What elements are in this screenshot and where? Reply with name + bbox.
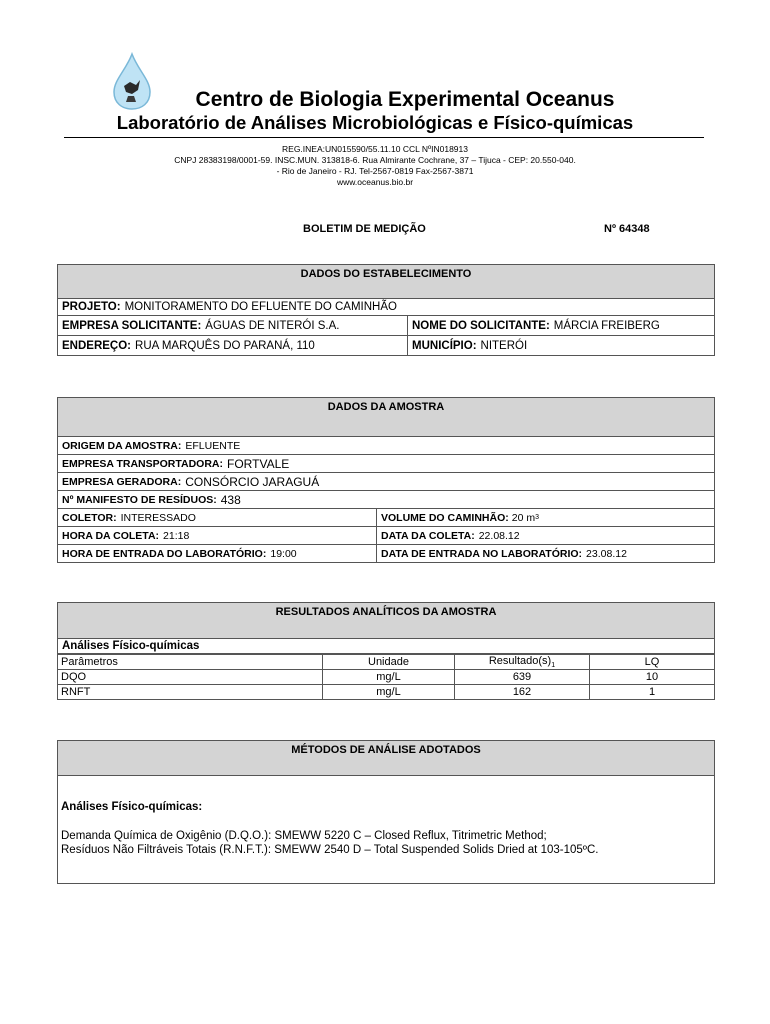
lab-subtitle: Laboratório de Análises Microbiológicas e Físico-químicas [116,112,634,133]
results-section-label: Análises Físico-químicas [57,639,715,654]
table-row [58,685,715,700]
data-coleta-cell [377,527,714,544]
origem-value: EFLUENTE [185,439,241,452]
municipio-label: MUNICÍPIO: [412,339,477,352]
municipio-value: NITERÓI [480,339,528,352]
origem-row [57,437,715,455]
col-parametros: Parâmetros [58,655,323,670]
col-unidade: Unidade [323,655,455,670]
coletor-cell [58,509,377,526]
hora-entrada-cell [58,545,377,562]
website-line: www.oceanus.bio.br [336,177,414,187]
param-cell: RNFT [58,685,323,700]
method-rnft: Resíduos Não Filtráveis Totais (R.N.F.T.): SMEWW 2540 D – Total Suspended Solids Dried at 103-105ºC. [61,844,599,856]
data-entrada-cell [377,545,714,562]
endereco-row [57,336,715,356]
col-resultado [455,655,590,670]
lq-cell: 10 [590,670,715,685]
hora-entrada-row [57,545,715,563]
establishment-table [57,299,715,356]
projeto-row [57,299,715,316]
manifesto-label: Nº MANIFESTO DE RESÍDUOS: [62,493,217,506]
registration-line: REG.INEA:UN015590/55.11.10 CCL NºIN018913 [282,144,468,154]
methods-section-label: Análises Físico-químicas: [61,801,203,813]
nome-cell [408,316,714,335]
coletor-value: INTERESSADO [120,511,196,524]
projeto-value: MONITORAMENTO DO EFLUENTE DO CAMINHÃO [124,301,397,313]
hora-coleta-label: HORA DA COLETA: [62,529,160,542]
geradora-label: EMPRESA GERADORA: [62,475,182,488]
endereco-cell [58,336,408,355]
result-cell: 162 [455,685,590,700]
volume-cell [377,509,714,526]
lq-cell: 1 [590,685,715,700]
volume-exponent: 3 [535,514,539,521]
endereco-label: ENDEREÇO: [62,339,132,352]
unit-cell: mg/L [323,670,455,685]
manifesto-row [57,491,715,509]
col-resultado-sub: 1 [551,662,556,670]
col-resultado-label: Resultado(s) [488,655,552,667]
hora-entrada-value: 19:00 [270,547,297,560]
empresa-label: EMPRESA SOLICITANTE: [62,319,202,332]
data-coleta-value: 22.08.12 [478,529,520,542]
lab-title: Centro de Biologia Experimental Oceanus [195,88,615,111]
geradora-value: CONSÓRCIO JARAGUÁ [185,474,320,489]
transportadora-label: EMPRESA TRANSPORTADORA: [62,457,224,470]
volume-label: VOLUME DO CAMINHÃO: [381,511,509,524]
result-cell: 639 [455,670,590,685]
unit-cell: mg/L [323,685,455,700]
endereco-value: RUA MARQUÊS DO PARANÁ, 110 [135,339,315,352]
results-heading: RESULTADOS ANALÍTICOS DA AMOSTRA [57,602,715,639]
data-entrada-value: 23.08.12 [586,547,627,560]
empresa-cell [58,316,408,335]
hora-entrada-label: HORA DE ENTRADA DO LABORATÓRIO: [62,547,267,560]
results-table [57,654,715,700]
methods-box [57,775,715,884]
data-coleta-label: DATA DA COLETA: [381,529,475,542]
coletor-row [57,509,715,527]
bulletin-title: BOLETIM DE MEDIÇÃO [303,223,426,235]
nome-value: MÁRCIA FREIBERG [553,319,660,332]
empresa-value: ÁGUAS DE NITERÓI S.A. [205,319,340,332]
establishment-heading: DADOS DO ESTABELECIMENTO [57,264,715,299]
method-dqo: Demanda Química de Oxigênio (D.Q.O.): SMEWW 5220 C – Closed Reflux, Titrimetric Method; [61,830,547,842]
cnpj-line: CNPJ 28383198/0001-59. INSC.MUN. 313818-6. Rua Almirante Cochrane, 37 – Tijuca - CEP: 20.550-040. [174,155,576,165]
header-divider [64,137,704,138]
col-lq: LQ [590,655,715,670]
table-row [58,670,715,685]
transportadora-row [57,455,715,473]
projeto-label: PROJETO: [62,301,121,313]
empresa-row [57,316,715,336]
hora-coleta-row [57,527,715,545]
bulletin-number: Nº 64348 [604,223,650,235]
origem-label: ORIGEM DA AMOSTRA: [62,439,182,452]
hora-coleta-cell [58,527,377,544]
address-line: - Rio de Janeiro - RJ. Tel-2567-0819 Fax-2567-3871 [276,166,474,176]
sample-table [57,437,715,563]
transportadora-value: FORTVALE [227,456,290,471]
volume-value: 20 m [511,511,536,524]
methods-heading: MÉTODOS DE ANÁLISE ADOTADOS [57,740,715,776]
geradora-row [57,473,715,491]
manifesto-value: 438 [220,492,241,507]
results-header-row [58,655,715,670]
param-cell: DQO [58,670,323,685]
hora-coleta-value: 21:18 [163,529,190,542]
nome-label: NOME DO SOLICITANTE: [412,319,550,332]
municipio-cell [408,336,714,355]
coletor-label: COLETOR: [62,511,117,524]
sample-heading: DADOS DA AMOSTRA [57,397,715,437]
data-entrada-label: DATA DE ENTRADA NO LABORATÓRIO: [381,547,583,560]
